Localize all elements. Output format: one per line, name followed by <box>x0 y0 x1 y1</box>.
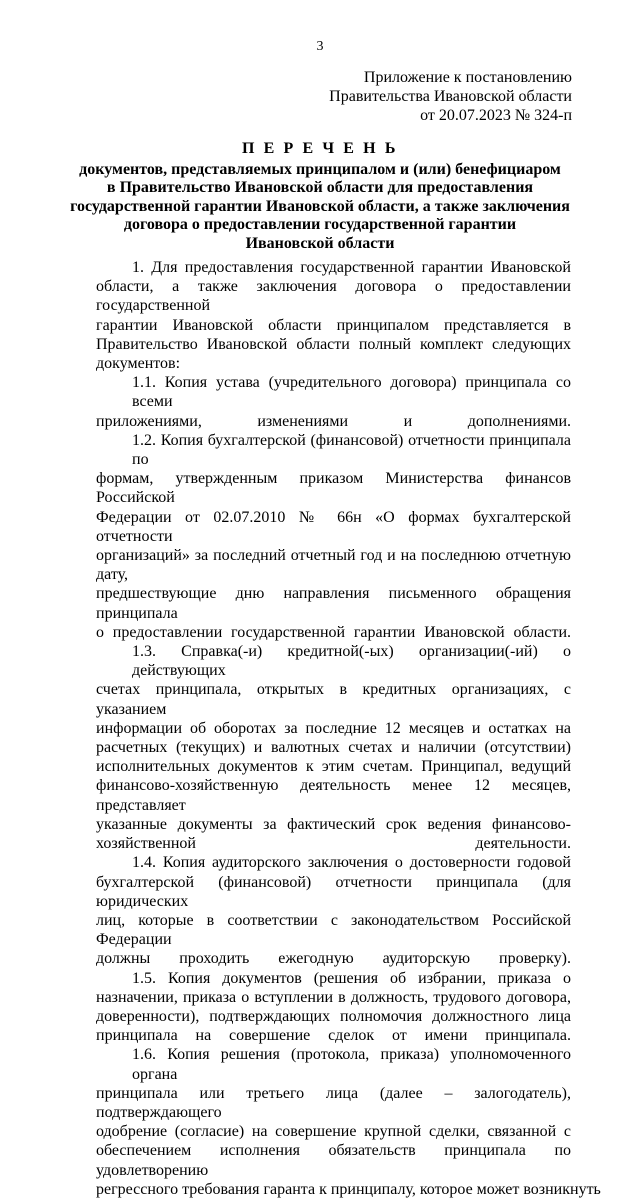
title-subline: договора о предоставлении государственной гарантии <box>123 216 517 233</box>
title-subline: Ивановской области <box>245 234 395 252</box>
paragraph-line: счетах принципала, открытых в кредитных организациях, с указанием <box>96 681 571 718</box>
appendix-line: от 20.07.2023 № 324-п <box>420 107 572 124</box>
paragraph-line: 1.5. Копия документов (решения об избрании, приказа о <box>132 969 571 987</box>
paragraph-line: 1.4. Копия аудиторского заключения о достоверности годовой <box>132 854 571 872</box>
paragraph-line: финансово-хозяйственную деятельность менее 12 месяцев, представляет <box>96 777 571 814</box>
paragraph-line: Правительство Ивановской области полный комплект следующих <box>96 335 571 353</box>
paragraph-line: обеспечением исполнения обязательств принципала по удовлетворению <box>96 1142 571 1179</box>
paragraph-p1-2 <box>96 431 571 642</box>
paragraph-line: принципала на совершение сделок от имени принципала. <box>96 1027 571 1045</box>
paragraph-line: расчетных (текущих) и валютных счетах и наличии (отсутствии) <box>96 739 571 757</box>
paragraph-p1-6 <box>96 1045 601 1199</box>
paragraph-line: доверенности), подтверждающих полномочия должностного лица <box>96 1007 571 1025</box>
paragraph-line: организаций» за последний отчетный год и на последнюю отчетную дату, <box>96 547 571 584</box>
paragraph-line: гарантии Ивановской области принципалом представляется в <box>96 316 571 334</box>
title-subline: государственной гарантии Ивановской области, а также заключения <box>70 197 570 215</box>
title-heading: П Е Р Е Ч Е Н Ь <box>242 140 398 157</box>
paragraph-line: 1. Для предоставления государственной гарантии Ивановской <box>132 259 571 276</box>
paragraph-line: информации об оборотах за последние 12 месяцев и остатках на <box>96 719 571 737</box>
paragraph-line: исполнительных документов к этим счетам. Принципал, ведущий <box>96 758 571 776</box>
paragraph-line: принципала или третьего лица (далее – залогодатель), подтверждающего <box>96 1084 571 1121</box>
paragraph-line: регрессного требования гаранта к принципалу, которое может возникнуть <box>96 1180 601 1198</box>
title-subline: документов, представляемых принципалом и (или) бенефициаром <box>79 160 561 178</box>
paragraph-p1 <box>96 258 571 373</box>
paragraph-line: области, а также заключения договора о предоставлении государственной <box>96 278 571 315</box>
paragraph-line: лиц, которые в соответствии с законодательством Российской Федерации <box>96 911 571 949</box>
document-body <box>96 258 601 1199</box>
paragraph-line: должны проходить ежегодную аудиторскую проверку). <box>96 950 571 968</box>
paragraph-line: одобрение (согласие) на совершение крупной сделки, связанной с <box>96 1123 571 1141</box>
appendix-line: Правительства Ивановской области <box>329 88 572 105</box>
paragraph-line: хозяйственной деятельности. <box>96 835 571 853</box>
paragraph-line: 1.1. Копия устава (учредительного договора) принципала со всеми <box>132 374 571 411</box>
paragraph-line: формам, утвержденным приказом Министерства финансов Российской <box>96 470 571 507</box>
paragraph-line: документов: <box>96 355 181 373</box>
paragraph-line: назначении, приказа о вступлении в должность, трудового договора, <box>96 988 571 1006</box>
paragraph-line: приложениями, изменениями и дополнениями. <box>96 412 571 430</box>
paragraph-line: 1.3. Справка(-и) кредитной(-ых) организации(-ий) о действующих <box>132 643 571 680</box>
paragraph-p1-5 <box>96 969 571 1046</box>
paragraph-line: бухгалтерской (финансовой) отчетности принципала (для юридических <box>96 873 571 910</box>
paragraph-line: предшествующие дню направления письменного обращения принципала <box>96 585 571 622</box>
paragraph-line: 1.6. Копия решения (протокола, приказа) уполномоченного органа <box>132 1046 571 1083</box>
paragraph-p1-1 <box>96 373 571 431</box>
document-title <box>68 140 572 253</box>
page-number: 3 <box>316 39 324 54</box>
paragraph-p1-3 <box>96 642 571 853</box>
paragraph-line: 1.2. Копия бухгалтерской (финансовой) отчетности принципала по <box>132 431 571 469</box>
paragraph-line: Федерации от 02.07.2010 № 66н «О формах бухгалтерской отчетности <box>96 508 571 545</box>
appendix-line: Приложение к постановлению <box>363 69 572 86</box>
title-subline: в Правительство Ивановской области для предоставления <box>106 179 534 196</box>
paragraph-line: о предоставлении государственной гарантии Ивановской области. <box>96 623 571 641</box>
appendix-header <box>329 68 572 125</box>
paragraph-p1-4 <box>96 853 571 968</box>
paragraph-line: указанные документы за фактический срок ведения финансово- <box>96 815 571 833</box>
